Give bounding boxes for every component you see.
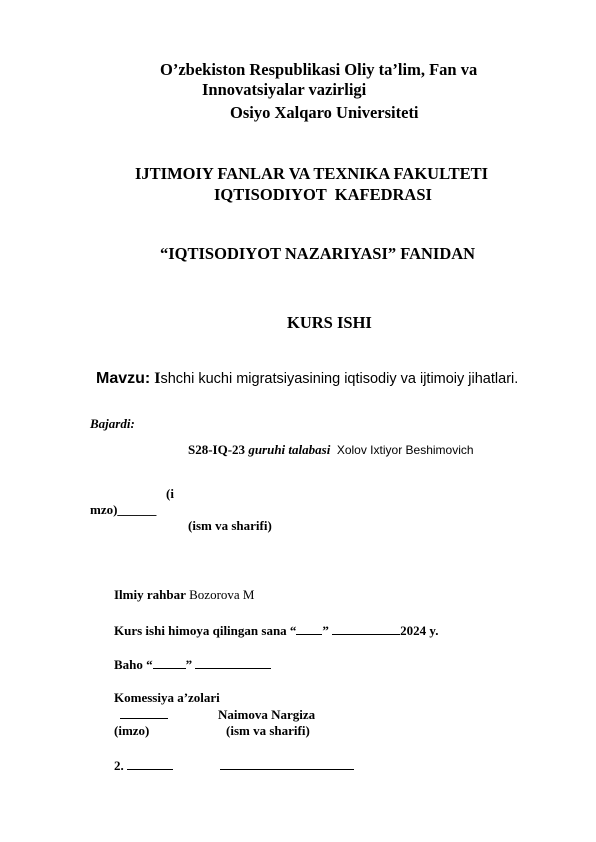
topic-label: Mavzu: (96, 370, 151, 387)
signature-label-a: (i (166, 486, 174, 501)
defense-label: Kurs ishi himoya qilingan sana “ (114, 623, 297, 638)
student-name: Xolov Ixtiyor Beshimovich (336, 443, 474, 457)
grade-label: Baho “ (114, 657, 153, 672)
grade-blank (153, 656, 186, 669)
topic-text: shchi kuchi migratsiyasining iqtisodiy va ijtimoiy jihatlari. (160, 371, 519, 387)
ministry-line-1: O’zbekiston Respublikasi Oliy ta’lim, Fan va (160, 60, 478, 79)
performer-name-label: (ism va sharifi) (188, 518, 272, 533)
defense-year: 2024 y. (400, 623, 439, 638)
commission-member-2-name-blank (220, 757, 354, 775)
ministry-line-2: Innovatsiyalar vazirligi (202, 80, 367, 99)
group-code: S28-IQ-23 (188, 442, 246, 457)
supervisor-line (114, 587, 254, 603)
grade-quote-close: ” (185, 657, 193, 672)
department-name: IQTISODIYOT KAFEDRASI (214, 185, 432, 204)
supervisor-label: Ilmiy rahbar (114, 587, 186, 602)
commission-member-2-line (114, 757, 173, 774)
topic-initial: I (154, 370, 161, 387)
subject-title: “IQTISODIYOT NAZARIYASI” FANIDAN (160, 244, 476, 263)
grade-words-blank (195, 656, 271, 669)
student-label: guruhi talabasi (248, 442, 331, 457)
defense-line (114, 622, 438, 639)
topic-line (96, 370, 518, 388)
commission-member-2-signature-blank (127, 757, 173, 770)
commission-member-2-number: 2. (114, 758, 124, 773)
performer-line (188, 442, 474, 458)
faculty-name: IJTIMOIY FANLAR VA TEXNIKA FAKULTETI (135, 164, 489, 183)
commission-title: Komessiya a’zolari (114, 690, 220, 705)
supervisor-name: Bozorova M (189, 587, 255, 602)
signature-label-b: mzo)______ (90, 502, 157, 517)
commission-member-1-signature-blank (120, 706, 168, 724)
defense-month-blank (332, 622, 400, 635)
university-name: Osiyo Xalqaro Universiteti (230, 103, 419, 122)
work-type-title: KURS ISHI (287, 313, 372, 332)
defense-day-blank (296, 622, 322, 635)
defense-quote-close: ” (322, 623, 329, 638)
grade-line (114, 656, 271, 673)
commission-name-label: (ism va sharifi) (226, 723, 310, 738)
commission-signature-label: (imzo) (114, 723, 150, 738)
commission-member-1-name: Naimova Nargiza (218, 707, 316, 722)
performer-label: Bajardi: (90, 416, 135, 431)
